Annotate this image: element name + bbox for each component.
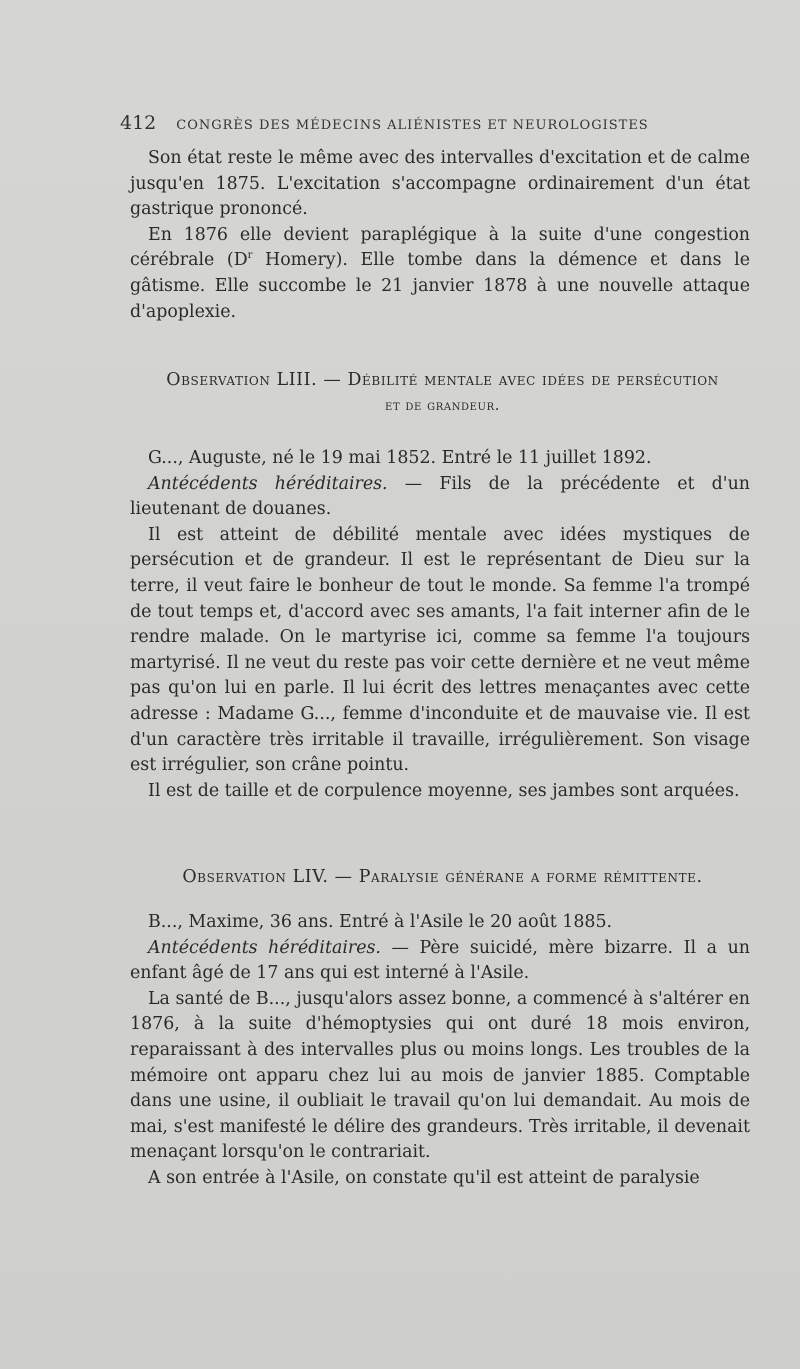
observation-53-heading <box>130 367 755 419</box>
paragraph: Antécédents héréditaires. — Fils de la précédente et d'un lieutenant de douanes. <box>130 473 750 520</box>
superscript: r <box>247 250 253 262</box>
header-title: CONGRÈS DES MÉDECINS ALIÉNISTES ET NEUROLOGISTES <box>176 118 649 133</box>
running-header <box>120 112 760 134</box>
paragraph: A son entrée à l'Asile, on constate qu'il est atteint de paralysie <box>148 1167 700 1188</box>
page-number: 412 <box>120 112 157 134</box>
observation-54-body <box>130 910 750 1192</box>
paragraph: Antécédents héréditaires. — Père suicidé, mère bizarre. Il a un enfant âgé de 17 ans qui est interné à l'Asile. <box>130 937 751 984</box>
heading-line-2: et de grandeur. <box>385 398 500 414</box>
paragraph: La santé de B..., jusqu'alors assez bonne, a commencé à s'altérer en 1876, à la suite d'hémoptysies qui ont duré 18 mois environ, reparaissant à des intervalles plus ou moins longs. Les troubles de la mémoire ont apparu chez lui au mois de janvier 1885. Comptable dans une usine, il oubliait le travail qu'on lui demandait. Au mois de mai, s'est manifesté le délire des grandeurs. Très irritable, il devenait menaçant lorsqu'on le contrariait. <box>130 988 750 1163</box>
paragraph: Il est atteint de débilité mentale avec idées mystiques de persécution et de grandeur. Il est le représentant de Dieu sur la terre, il veut faire le bonheur de tout le monde. Sa femme l'a trompé de tout temps et, d'accord avec ses amants, l'a fait interner afin de le rendre malade. On le martyrise ici, comme sa femme l'a toujours martyrisé. Il ne veut du reste pas voir cette dernière et ne veut même pas qu'on lui en parle. Il lui écrit des lettres menaçantes avec cette adresse : Madame G..., femme d'inconduite et de mauvaise vie. Il est d'un caractère très irritable il travaille, irrégulièrement. Son visage est irrégulier, son crâne pointu. <box>130 524 750 776</box>
observation-54-heading <box>130 864 755 890</box>
heading-line-1: Observation LIV. — Paralysie générane a forme rémittente. <box>182 867 703 887</box>
antecedents-label: Antécédents héréditaires. <box>148 937 381 958</box>
paragraph: Son état reste le même avec des intervalles d'excitation et de calme jusqu'en 1875. L'excitation s'accompagne ordinairement d'un état gastrique prononcé. <box>130 148 750 220</box>
heading-line-1: Observation LIII. — Débilité mentale avec idées de persécution <box>166 370 719 390</box>
observation-53-body <box>130 446 750 804</box>
paragraph: G..., Auguste, né le 19 mai 1852. Entré le 11 juillet 1892. <box>148 448 652 468</box>
paragraph: Il est de taille et de corpulence moyenne, ses jambes sont arquées. <box>148 780 740 801</box>
section-1 <box>130 146 750 325</box>
paragraph: B..., Maxime, 36 ans. Entré à l'Asile le 20 août 1885. <box>148 912 613 932</box>
antecedents-label: Antécédents héréditaires. <box>148 473 388 494</box>
paragraph: En 1876 elle devient paraplégique à la suite d'une congestion cérébrale ($D^r$ Homery). Elle tombe dans la démence et dans le gâtisme. Elle succombe le 21 janvier 1878 à une nouvelle attaque d'apoplexie. <box>130 224 750 322</box>
